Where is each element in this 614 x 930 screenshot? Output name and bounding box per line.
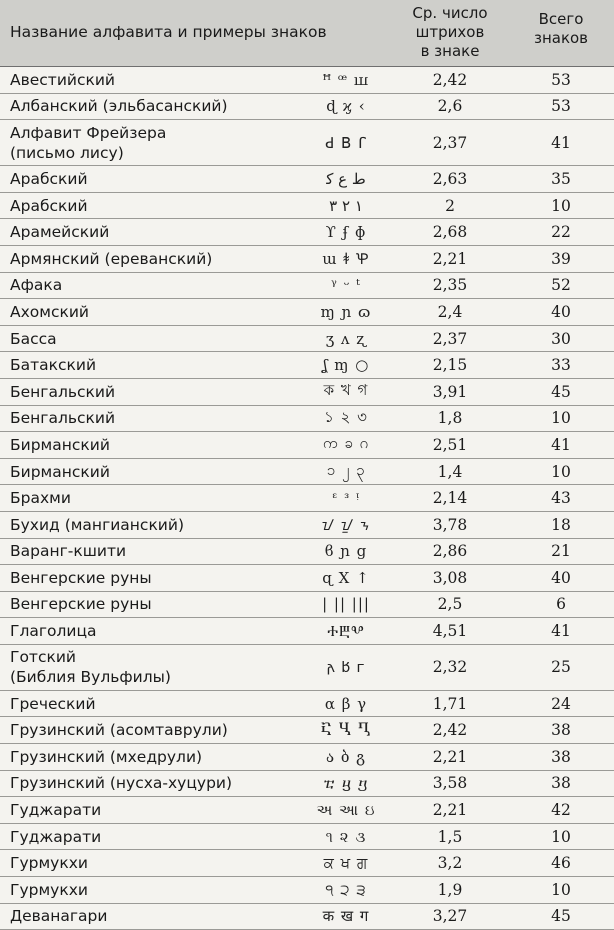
table-row <box>0 299 614 326</box>
alphabet-name <box>10 565 290 591</box>
alphabet-name <box>10 94 290 120</box>
sample-signs: ꓒ ꓐ ꓩ <box>325 133 367 152</box>
avg-strokes-value: 3,91 <box>432 382 468 401</box>
total-signs-value: 41 <box>551 133 571 152</box>
total-signs-value: 41 <box>551 622 571 641</box>
sample-signs: ɱ ɲ ɷ <box>320 302 372 321</box>
alphabet-name <box>10 299 290 325</box>
sample-signs: ʒ ʌ ʐ <box>325 329 367 348</box>
alphabet-name <box>10 904 290 930</box>
table-row <box>0 797 614 824</box>
avg-strokes-value: 1,71 <box>432 694 468 713</box>
alphabet-name-line: Глаголица <box>10 622 97 641</box>
sample-signs: ᝀ ᝁ ᝂ <box>321 515 371 534</box>
total-signs-value: 40 <box>551 302 571 321</box>
table-row <box>0 432 614 459</box>
alphabet-name <box>10 432 290 458</box>
table-row <box>0 273 614 300</box>
header-total-line: Всего <box>538 10 584 28</box>
alphabet-name-line: Бирманский <box>10 462 110 481</box>
table-row <box>0 744 614 771</box>
avg-strokes-value: 2 <box>445 196 455 215</box>
table-body <box>0 67 614 930</box>
total-signs-value: 45 <box>551 382 571 401</box>
alphabet-name <box>10 618 290 644</box>
avg-strokes-value: 2,21 <box>432 249 468 268</box>
table-row <box>0 459 614 486</box>
alphabet-name <box>10 691 290 717</box>
avg-strokes-value: 2,5 <box>437 595 463 614</box>
avg-strokes-value: 1,4 <box>437 462 463 481</box>
total-signs-value: 38 <box>551 721 571 740</box>
alphabet-name-line: Гурмукхи <box>10 854 88 873</box>
avg-strokes-value: 2,37 <box>432 329 468 348</box>
sample-signs: ١ ٢ ٣ <box>329 196 363 215</box>
total-signs-value: 45 <box>551 907 571 926</box>
sample-signs: ɖ ϗ ‹ <box>326 97 366 116</box>
alphabet-name-line: Авестийский <box>10 70 116 89</box>
alphabet-name <box>10 406 290 432</box>
alphabet-name <box>10 219 290 245</box>
sample-signs: ა ბ გ <box>325 747 367 766</box>
alphabet-name-line: Армянский (ереванский) <box>10 249 213 268</box>
total-signs-value: 38 <box>551 774 571 793</box>
alphabet-name-line: (Библия Вульфилы) <box>10 668 171 687</box>
alphabet-name-line: Бенгальский <box>10 409 116 428</box>
total-signs-value: 39 <box>551 249 571 268</box>
total-signs-value: 21 <box>551 542 571 561</box>
alphabet-name-line: Варанг-кшити <box>10 542 127 561</box>
total-signs-value: 25 <box>551 658 571 677</box>
avg-strokes-value: 2,51 <box>432 435 468 454</box>
table-row <box>0 565 614 592</box>
alphabet-name <box>10 166 290 192</box>
alphabet-name <box>10 771 290 797</box>
avg-strokes-value: 2,21 <box>432 747 468 766</box>
alphabet-name <box>10 67 290 93</box>
avg-strokes-value: 2,6 <box>437 97 463 116</box>
alphabet-name <box>10 485 290 511</box>
alphabet-name-line: Венгерские руны <box>10 568 152 587</box>
alphabet-name-line: Гурмукхи <box>10 880 88 899</box>
alphabet-name-line: Деванагари <box>10 907 108 926</box>
alphabet-name-line: Бирманский <box>10 435 110 454</box>
alphabet-name-line: Алфавит Фрейзера <box>10 123 167 142</box>
sample-signs: ط ﻉ ﮐ <box>326 169 366 188</box>
total-signs-value: 18 <box>551 515 571 534</box>
table-row <box>0 691 614 718</box>
sample-signs: | || ||| <box>322 595 370 614</box>
total-signs-value: 53 <box>551 97 571 116</box>
alphabet-name <box>10 120 290 165</box>
alphabet-name-line: Гуджарати <box>10 827 102 846</box>
sample-signs: क ख ग <box>322 907 370 926</box>
avg-strokes-value: 2,68 <box>432 223 468 242</box>
header-total-signs <box>524 10 598 48</box>
alphabet-name <box>10 273 290 299</box>
alphabet-name-line: Басса <box>10 329 57 348</box>
header-total-line: знаков <box>533 29 589 47</box>
sample-signs: ϒ ʄ ɸ <box>325 223 367 242</box>
sample-signs: ১ ২ ৩ <box>324 407 368 426</box>
avg-strokes-value: 3,58 <box>432 774 468 793</box>
sample-signs: ૧ ૨ ૩ <box>325 827 367 846</box>
table-row <box>0 379 614 406</box>
table-row <box>0 904 614 930</box>
sample-signs: ᵞ ᵕ ᵗ <box>331 276 361 295</box>
avg-strokes-value: 2,42 <box>432 70 468 89</box>
total-signs-value: 43 <box>551 489 571 508</box>
alphabet-name-line: Арабский <box>10 169 88 188</box>
sample-signs: ၁ ၂ ၃ <box>326 460 366 479</box>
table-row <box>0 352 614 379</box>
avg-strokes-value: 2,42 <box>432 721 468 740</box>
total-signs-value: 42 <box>551 801 571 820</box>
total-signs-value: 22 <box>551 223 571 242</box>
avg-strokes-value: 2,63 <box>432 169 468 188</box>
alphabet-name-line: Готский <box>10 648 76 667</box>
table-row <box>0 166 614 193</box>
avg-strokes-value: 3,08 <box>432 568 468 587</box>
avg-strokes-value: 1,8 <box>437 409 463 428</box>
avg-strokes-value: 2,21 <box>432 801 468 820</box>
table-row <box>0 717 614 744</box>
table-row <box>0 219 614 246</box>
alphabet-name <box>10 592 290 618</box>
avg-strokes-value: 2,37 <box>432 133 468 152</box>
sample-signs: က ခ ဂ <box>322 433 370 452</box>
sample-signs: ੧ ੨ ੩ <box>325 880 367 899</box>
sample-signs: ϐ ɲ ց <box>324 542 368 561</box>
sample-signs: ꟸ ꟹ ꟺ <box>322 70 370 89</box>
avg-strokes-value: 4,51 <box>432 622 468 641</box>
sample-signs: ক খ গ <box>323 381 369 400</box>
table-row <box>0 824 614 851</box>
avg-strokes-value: 2,32 <box>432 658 468 677</box>
total-signs-value: 10 <box>551 827 571 846</box>
alphabet-name <box>10 824 290 850</box>
total-signs-value: 52 <box>551 276 571 295</box>
total-signs-value: 35 <box>551 169 571 188</box>
table-row <box>0 539 614 566</box>
sample-signs: ʆ ɱ ○ <box>322 356 370 375</box>
alphabet-name <box>10 459 290 485</box>
avg-strokes-value: 1,5 <box>437 827 463 846</box>
sample-signs: ਕ ਖ ਗ <box>323 854 369 873</box>
alphabet-name-line: Грузинский (асомтаврули) <box>10 721 228 740</box>
total-signs-value: 10 <box>551 196 571 215</box>
alphabet-name <box>10 512 290 538</box>
avg-strokes-value: 2,15 <box>432 356 468 375</box>
alphabet-name <box>10 744 290 770</box>
total-signs-value: 53 <box>551 70 571 89</box>
table-row <box>0 406 614 433</box>
total-signs-value: 24 <box>551 694 571 713</box>
alphabet-name <box>10 717 290 743</box>
table-row <box>0 94 614 121</box>
total-signs-value: 10 <box>551 409 571 428</box>
total-signs-value: 41 <box>551 435 571 454</box>
sample-signs: Ⴀ Ⴁ Ⴂ <box>320 721 372 740</box>
sample-signs: ⴀ ⴁ ⴂ <box>323 774 369 793</box>
sample-signs: 𐌰 𐌱 𐌲 <box>326 658 366 677</box>
total-signs-value: 6 <box>556 595 566 614</box>
alphabet-name <box>10 877 290 903</box>
avg-strokes-value: 2,86 <box>432 542 468 561</box>
table-row <box>0 645 614 691</box>
alphabet-name-line: Греческий <box>10 694 96 713</box>
alphabet-name-line: Грузинский (мхедрули) <box>10 747 203 766</box>
table-header <box>0 0 614 67</box>
alphabet-name <box>10 850 290 876</box>
alphabet-name-line: (письмо лису) <box>10 143 124 162</box>
alphabet-name-line: Грузинский (нусха-хуцури) <box>10 774 233 793</box>
header-name: Название алфавита и примеры знаков <box>10 23 327 41</box>
table-row <box>0 618 614 645</box>
avg-strokes-value: 3,78 <box>432 515 468 534</box>
alphabet-name <box>10 539 290 565</box>
alphabet-name-line: Арамейский <box>10 223 110 242</box>
avg-strokes-value: 3,2 <box>437 854 463 873</box>
sample-signs: ɯ ꬸ Ꝕ <box>322 249 370 268</box>
sample-signs: α β γ <box>324 694 368 713</box>
alphabet-name-line: Гуджарати <box>10 801 102 820</box>
alphabet-name-line: Ахомский <box>10 302 89 321</box>
alphabet-name-line: Афака <box>10 276 63 295</box>
total-signs-value: 38 <box>551 747 571 766</box>
table-row <box>0 592 614 619</box>
total-signs-value: 10 <box>551 880 571 899</box>
table-row <box>0 67 614 94</box>
total-signs-value: 33 <box>551 356 571 375</box>
table-row <box>0 485 614 512</box>
table-row <box>0 246 614 273</box>
alphabet-name <box>10 326 290 352</box>
alphabet-name-line: Батакский <box>10 356 97 375</box>
alphabet-name-line: Арабский <box>10 196 88 215</box>
header-avg-line: Ср. число <box>412 4 488 22</box>
table-row <box>0 850 614 877</box>
total-signs-value: 46 <box>551 854 571 873</box>
alphabet-name <box>10 797 290 823</box>
header-avg-line: в знаке <box>420 42 480 60</box>
total-signs-value: 30 <box>551 329 571 348</box>
avg-strokes-value: 1,9 <box>437 880 463 899</box>
sample-signs: અ આ ઇ <box>316 801 376 820</box>
header-avg-strokes <box>402 4 498 61</box>
total-signs-value: 40 <box>551 568 571 587</box>
alphabet-name-line: Бухид (мангианский) <box>10 515 184 534</box>
table-row <box>0 771 614 798</box>
sample-signs: ⰀⰁⰂ <box>327 622 365 641</box>
alphabet-name <box>10 193 290 219</box>
alphabet-name-line: Албанский (эльбасанский) <box>10 97 228 116</box>
table-row <box>0 326 614 353</box>
total-signs-value: 10 <box>551 462 571 481</box>
table-row <box>0 512 614 539</box>
alphabet-name <box>10 246 290 272</box>
header-avg-line: штрихов <box>415 23 485 41</box>
avg-strokes-value: 3,27 <box>432 907 468 926</box>
avg-strokes-value: 2,4 <box>437 302 463 321</box>
table-row <box>0 877 614 904</box>
alphabet-name <box>10 352 290 378</box>
sample-signs: ɋ Χ ↑ <box>322 568 370 587</box>
avg-strokes-value: 2,35 <box>432 276 468 295</box>
table-row <box>0 193 614 220</box>
table-row <box>0 120 614 166</box>
avg-strokes-value: 2,14 <box>432 489 468 508</box>
alphabet-name-line: Венгерские руны <box>10 595 152 614</box>
alphabet-name <box>10 645 290 690</box>
alphabet-name <box>10 379 290 405</box>
alphabet-name-line: Брахми <box>10 489 71 508</box>
alphabet-name-line: Бенгальский <box>10 382 116 401</box>
sample-signs: ᵋ ᵌ ᵎ <box>332 489 360 508</box>
